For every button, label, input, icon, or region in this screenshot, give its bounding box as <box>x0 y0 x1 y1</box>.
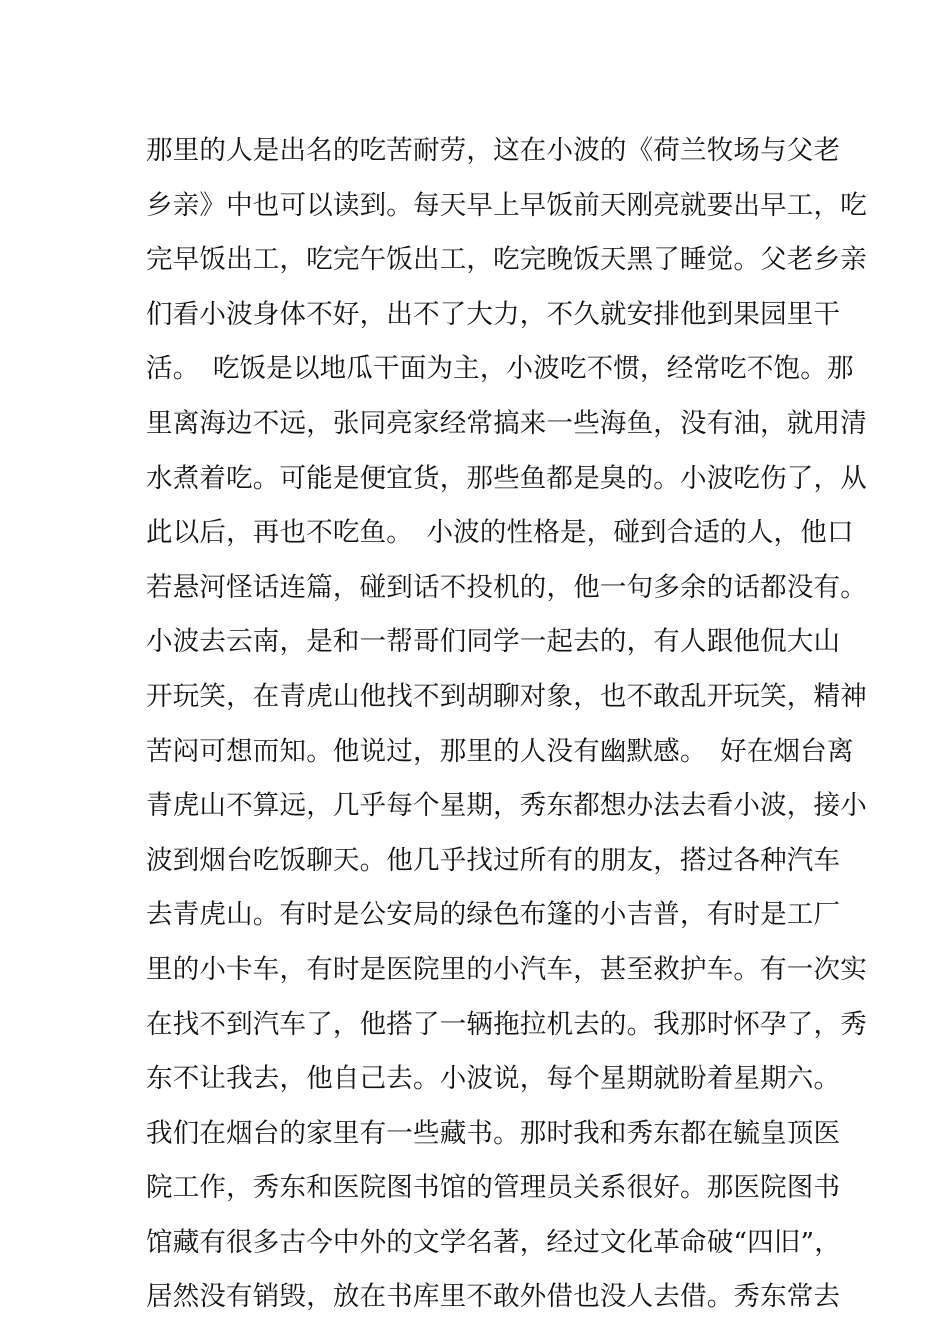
text-line: 馆藏有很多古今中外的文学名著，经过文化革命破“四旧”， <box>146 1226 841 1258</box>
text-line: 院工作，秀东和医院图书馆的管理员关系很好。那医院图书 <box>146 1172 841 1204</box>
text-line: 那里的人是出名的吃苦耐劳，这在小波的《荷兰牧场与父老 <box>146 135 841 166</box>
text-line: 水煮着吃。可能是便宜货，那些鱼都是臭的。小波吃伤了，从 <box>146 462 867 494</box>
text-line: 居然没有销毁，放在书库里不敢外借也没人去借。秀东常去 <box>146 1281 841 1313</box>
text-line: 活。 吃饭是以地瓜干面为主，小波吃不惯，经常吃不饱。那 <box>146 353 854 385</box>
text-line: 在找不到汽车了，他搭了一辆拖拉机去的。我那时怀孕了，秀 <box>146 1008 867 1040</box>
text-line: 若悬河怪话连篇，碰到话不投机的，他一句多余的话都没有。 <box>146 571 867 603</box>
text-line: 我们在烟台的家里有一些藏书。那时我和秀东都在毓皇顶医 <box>146 1117 841 1149</box>
text-line: 小波去云南，是和一帮哥们同学一起去的，有人跟他侃大山 <box>146 626 841 658</box>
text-line: 乡亲》中也可以读到。每天早上早饭前天刚亮就要出早工，吃 <box>146 189 867 221</box>
text-line: 们看小波身体不好，出不了大力，不久就安排他到果园里干 <box>146 298 841 330</box>
text-line: 苦闷可想而知。他说过，那里的人没有幽默感。 好在烟台离 <box>146 735 854 767</box>
text-line: 里的小卡车，有时是医院里的小汽车，甚至救护车。有一次实 <box>146 953 867 985</box>
text-line: 开玩笑，在青虎山他找不到胡聊对象，也不敢乱开玩笑，精神 <box>146 680 867 712</box>
text-line: 东不让我去，他自己去。小波说，每个星期就盼着星期六。 <box>146 1063 841 1095</box>
text-line: 完早饭出工，吃完午饭出工，吃完晚饭天黑了睡觉。父老乡亲 <box>146 244 867 276</box>
text-line: 去青虎山。有时是公安局的绿色布篷的小吉普，有时是工厂 <box>146 899 841 931</box>
text-line: 里离海边不远，张同亮家经常搞来一些海鱼，没有油，就用清 <box>146 407 867 439</box>
text-line: 波到烟台吃饭聊天。他几乎找过所有的朋友，搭过各种汽车 <box>146 844 841 876</box>
body-text <box>146 124 867 1325</box>
text-line: 青虎山不算远，几乎每个星期，秀东都想办法去看小波，接小 <box>146 790 867 822</box>
text-line: 此以后，再也不吃鱼。 小波的性格是，碰到合适的人，他口 <box>146 517 854 549</box>
